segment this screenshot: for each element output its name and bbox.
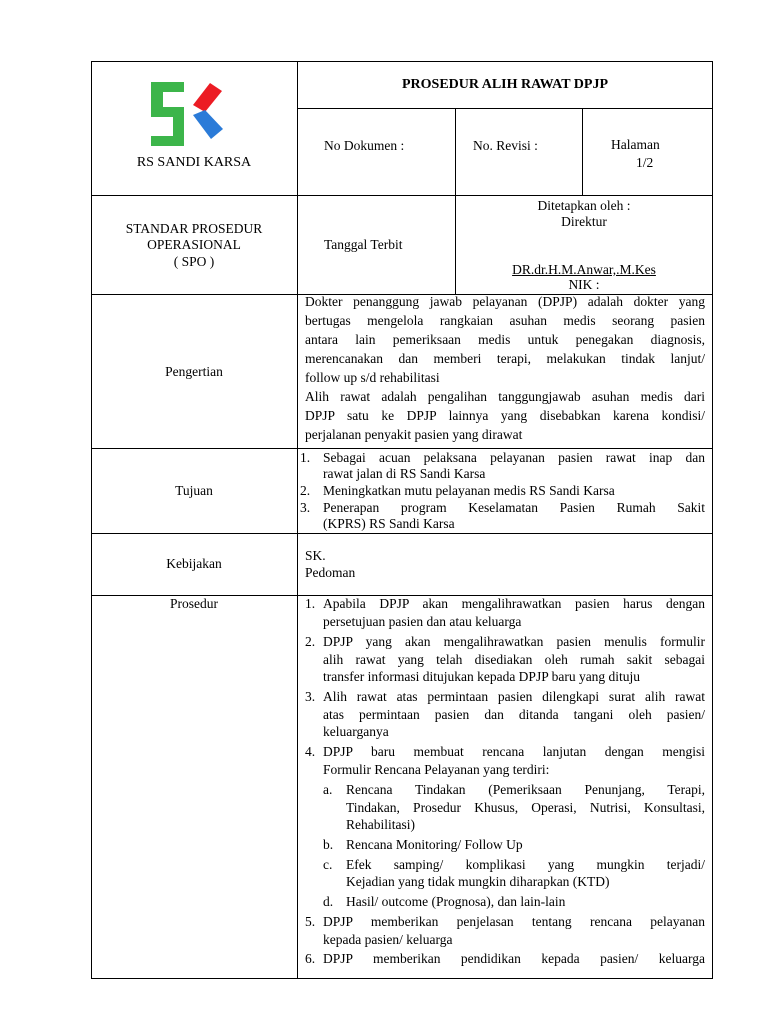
item-number: 1. <box>305 596 316 611</box>
text-line: Formulir Rencana Pelayanan yang terdiri: <box>323 762 550 777</box>
item-number: 1. <box>300 450 311 465</box>
item-number: 3. <box>300 500 311 515</box>
text-line: persetujuan pasien dan atau keluarga <box>323 614 522 629</box>
text-line: rawat jalan di RS Sandi Karsa <box>323 466 486 481</box>
page-value: 1/2 <box>636 155 654 170</box>
text-line: Rencana Tindakan (Pemeriksaan Penunjang, Terapi, <box>346 782 705 797</box>
kebijakan-label: Kebijakan <box>166 556 222 571</box>
prosedur-list <box>305 596 705 969</box>
text-line: merencanakan dan memberi terapi, melakukan tindak lanjut/ <box>305 351 705 366</box>
kebijakan-line: Pedoman <box>305 565 356 580</box>
col-divider <box>297 61 298 979</box>
text-line: perjalanan penyakit pasien yang dirawat <box>305 427 523 442</box>
text-line: Alih rawat atas permintaan pasien dilengkapi surat alih rawat <box>323 689 705 704</box>
text-line: Sebagai acuan pelaksana pelayanan pasien rawat inap dan <box>323 450 705 465</box>
text-line: (KPRS) RS Sandi Karsa <box>323 516 455 531</box>
sub-list-item <box>305 782 705 800</box>
row-divider <box>91 448 713 449</box>
text-line: Meningkatkan mutu pelayanan medis RS Sandi Karsa <box>323 483 615 498</box>
tujuan-label: Tujuan <box>175 483 213 498</box>
text-line: transfer informasi ditujukan kepada DPJP baru yang dituju <box>323 669 641 684</box>
text-line: bertugas mengelola rangkaian asuhan medis seorang pasien <box>305 313 705 328</box>
spo-label-line1: STANDAR PROSEDUR <box>125 221 263 236</box>
issue-date-label: Tanggal Terbit <box>324 237 403 252</box>
item-letter: b. <box>323 837 334 852</box>
hospital-logo <box>147 79 227 151</box>
text-line-wrap <box>305 707 705 724</box>
text-line-wrap <box>305 800 705 817</box>
text-line: Penerapan program Keselamatan Pasien Rumah Sakit <box>323 500 705 515</box>
director-name: DR.dr.H.M.Anwar,.M.Kes <box>512 262 656 277</box>
text-line-wrap <box>300 516 705 532</box>
text-line: Alih rawat adalah pengalihan tanggungjawab asuhan medis dari <box>305 389 705 404</box>
item-letter: c. <box>323 857 333 872</box>
text-line: Dokter penanggung jawab pelayanan (DPJP) adalah dokter yang <box>305 294 705 309</box>
tujuan-list <box>300 450 705 532</box>
text-line: Apabila DPJP akan mengalihrawatkan pasien harus dengan <box>323 596 705 611</box>
text-line: Efek samping/ komplikasi yang mungkin terjadi/ <box>346 857 705 872</box>
list-item <box>300 483 705 500</box>
logo-blue-stroke <box>193 110 223 139</box>
text-line-wrap <box>305 724 705 744</box>
sub-list-item <box>305 857 705 874</box>
text-line: alih rawat yang telah disediakan oleh rumah sakit sebagai <box>323 652 705 667</box>
text-line: DPJP memberikan penjelasan tentang rencana pelayanan <box>323 914 705 929</box>
page-label: Halaman <box>611 137 660 152</box>
text-line-wrap <box>305 817 705 837</box>
set-by-role: Direktur <box>561 214 607 229</box>
text-line: atas permintaan pasien dan ditanda tangani oleh pasien/ <box>323 707 705 722</box>
row-divider <box>91 195 713 196</box>
text-line: Kejadian yang tidak mungkin diharapkan (KTD) <box>346 874 610 889</box>
text-line-wrap <box>305 762 705 782</box>
text-line-wrap <box>305 874 705 894</box>
hospital-name: RS SANDI KARSA <box>136 155 252 170</box>
prosedur-label: Prosedur <box>170 596 218 611</box>
list-item <box>305 596 705 614</box>
text-line: DPJP yang akan mengalihrawatkan pasien menulis formulir <box>323 634 705 649</box>
text-line-wrap <box>305 652 705 669</box>
text-line: antara lain pemeriksaan medis untuk penegakan diagnosis, <box>305 332 705 347</box>
text-line: DPJP satu ke DPJP lainnya yang disebabkan karena kondisi/ <box>305 408 705 423</box>
item-number: 4. <box>305 744 316 759</box>
row-divider <box>91 533 713 534</box>
doc-number-label: No Dokumen : <box>324 138 405 153</box>
text-line: DPJP memberikan pendidikan kepada pasien/ keluarga <box>323 951 705 966</box>
text-line-wrap <box>300 466 705 483</box>
list-item <box>305 914 705 932</box>
revision-label: No. Revisi : <box>473 138 538 153</box>
set-by-label: Ditetapkan oleh : <box>537 198 631 213</box>
sub-list-item <box>305 837 705 857</box>
list-item <box>305 689 705 707</box>
item-number: 6. <box>305 951 316 966</box>
item-number: 5. <box>305 914 316 929</box>
list-item <box>300 450 705 466</box>
list-item <box>305 951 705 969</box>
row-divider <box>297 108 713 109</box>
pengertian-text <box>305 294 705 446</box>
spo-label-line3: ( SPO ) <box>173 254 215 269</box>
document-title: PROSEDUR ALIH RAWAT DPJP <box>401 77 608 92</box>
text-line-wrap <box>305 932 705 951</box>
text-line-wrap <box>305 669 705 689</box>
kebijakan-line: SK. <box>305 548 326 563</box>
text-line: kepada pasien/ keluarga <box>323 932 453 947</box>
text-line: keluarganya <box>323 724 389 739</box>
sub-list-item <box>305 894 705 914</box>
list-item <box>305 634 705 652</box>
text-line: Tindakan, Prosedur Khusus, Operasi, Nutrisi, Konsultasi, <box>346 800 705 815</box>
item-letter: a. <box>323 782 333 797</box>
list-item <box>300 500 705 516</box>
text-line: DPJP baru membuat rencana lanjutan dengan mengisi <box>323 744 705 759</box>
text-line-wrap <box>305 614 705 634</box>
item-number: 3. <box>305 689 316 704</box>
logo-red-stroke <box>193 83 222 112</box>
pengertian-label: Pengertian <box>165 364 223 379</box>
nik-label: NIK : <box>568 277 600 292</box>
logo-s-shape <box>151 82 184 146</box>
item-number: 2. <box>305 634 316 649</box>
item-number: 2. <box>300 483 311 498</box>
text-line: Hasil/ outcome (Prognosa), dan lain-lain <box>346 894 566 909</box>
item-letter: d. <box>323 894 334 909</box>
col-divider <box>582 108 583 195</box>
text-line: Rencana Monitoring/ Follow Up <box>346 837 523 852</box>
list-item <box>305 744 705 762</box>
text-line: follow up s/d rehabilitasi <box>305 370 440 385</box>
spo-label-line2: OPERASIONAL <box>147 237 241 252</box>
text-line: Rehabilitasi) <box>346 817 415 832</box>
